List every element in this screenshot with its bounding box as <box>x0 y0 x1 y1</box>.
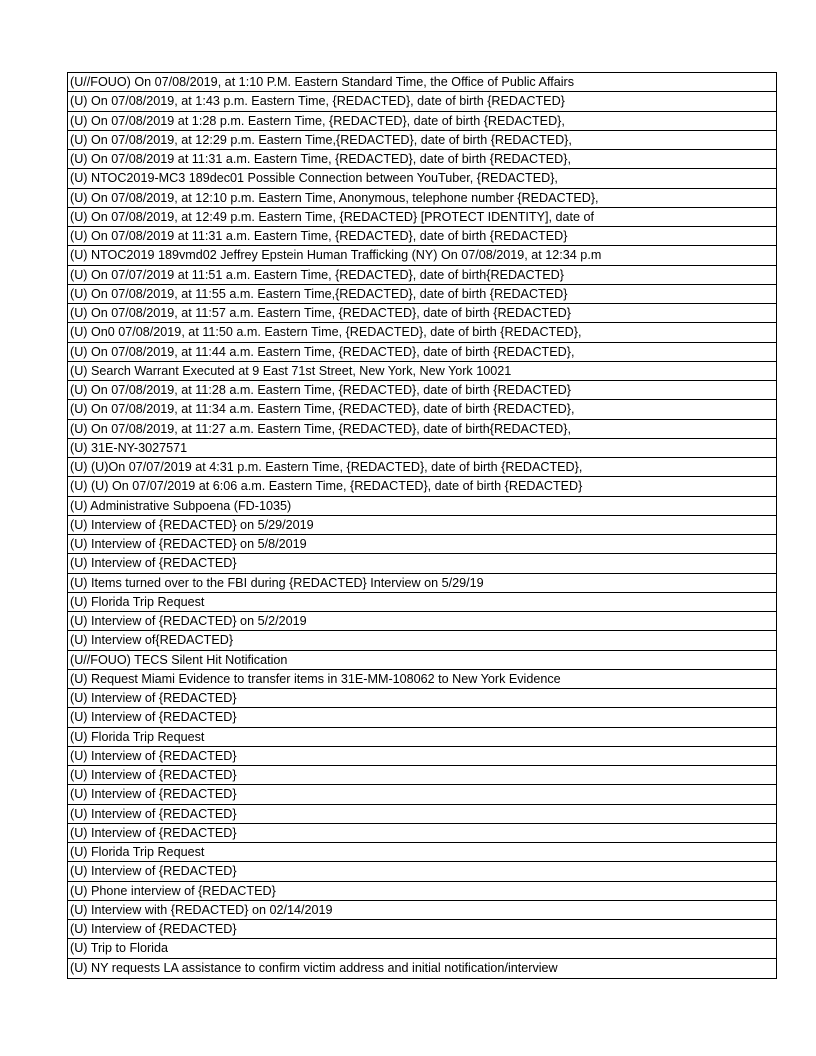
table-row: (U) Request Miami Evidence to transfer items in 31E-MM-108062 to New York Evidence <box>68 670 776 689</box>
table-row: (U//FOUO) On 07/08/2019, at 1:10 P.M. Eastern Standard Time, the Office of Public Affairs <box>68 73 776 92</box>
table-row: (U) (U) On 07/07/2019 at 6:06 a.m. Eastern Time, {REDACTED}, date of birth {REDACTED} <box>68 477 776 496</box>
table-row: (U) On 07/08/2019, at 12:10 p.m. Eastern Time, Anonymous, telephone number {REDACTED}, <box>68 189 776 208</box>
table-row: (U) On 07/07/2019 at 11:51 a.m. Eastern Time, {REDACTED}, date of birth{REDACTED} <box>68 266 776 285</box>
document-table <box>67 72 777 979</box>
table-row: (U) Search Warrant Executed at 9 East 71st Street, New York, New York 10021 <box>68 362 776 381</box>
table-row: (U) Florida Trip Request <box>68 728 776 747</box>
table-row: (U) On0 07/08/2019, at 11:50 a.m. Eastern Time, {REDACTED}, date of birth {REDACTED}, <box>68 323 776 342</box>
table-row: (U) Interview of {REDACTED} on 5/29/2019 <box>68 516 776 535</box>
table-row: (U) On 07/08/2019, at 1:43 p.m. Eastern Time, {REDACTED}, date of birth {REDACTED} <box>68 92 776 111</box>
table-row: (U) (U)On 07/07/2019 at 4:31 p.m. Eastern Time, {REDACTED}, date of birth {REDACTED}, <box>68 458 776 477</box>
table-row: (U) NY requests LA assistance to confirm victim address and initial notification/interview <box>70 960 558 975</box>
table-row: (U) Interview of {REDACTED} <box>68 862 776 881</box>
table-row: (U) On 07/08/2019, at 11:57 a.m. Eastern Time, {REDACTED}, date of birth {REDACTED} <box>68 304 776 323</box>
table-row: (U) On 07/08/2019 at 11:31 a.m. Eastern Time, {REDACTED}, date of birth {REDACTED}, <box>68 150 776 169</box>
table-row: (U) Interview of {REDACTED} <box>68 766 776 785</box>
table-row: (U//FOUO) TECS Silent Hit Notification <box>68 651 776 670</box>
table-row: (U) On 07/08/2019, at 12:49 p.m. Eastern Time, {REDACTED} [PROTECT IDENTITY], date of <box>68 208 776 227</box>
table-row: (U) Interview of{REDACTED} <box>68 631 776 650</box>
table-row: (U) Florida Trip Request <box>68 593 776 612</box>
table-row: (U) Interview of {REDACTED} <box>68 689 776 708</box>
table-row: (U) On 07/08/2019, at 11:55 a.m. Eastern Time,{REDACTED}, date of birth {REDACTED} <box>68 285 776 304</box>
table-row: (U) Interview of {REDACTED} <box>68 920 776 939</box>
table-row: (U) Interview of {REDACTED} on 5/8/2019 <box>68 535 776 554</box>
table-row: (U) Items turned over to the FBI during {REDACTED} Interview on 5/29/19 <box>68 574 776 593</box>
table-row: (U) Interview of {REDACTED} <box>68 708 776 727</box>
table-row: (U) Interview with {REDACTED} on 02/14/2019 <box>68 901 776 920</box>
table-row: (U) Trip to Florida <box>68 939 776 958</box>
table-row: (U) Florida Trip Request <box>68 843 776 862</box>
table-row: (U) NTOC2019-MC3 189dec01 Possible Connection between YouTuber, {REDACTED}, <box>68 169 776 188</box>
table-row: (U) Interview of {REDACTED} on 5/2/2019 <box>68 612 776 631</box>
table-row: (U) Interview of {REDACTED} <box>68 805 776 824</box>
table-row: (U) On 07/08/2019, at 11:27 a.m. Eastern Time, {REDACTED}, date of birth{REDACTED}, <box>68 420 776 439</box>
table-row: (U) Interview of {REDACTED} <box>68 785 776 804</box>
table-row: (U) On 07/08/2019 at 11:31 a.m. Eastern Time, {REDACTED}, date of birth {REDACTED} <box>68 227 776 246</box>
table-row: (U) On 07/08/2019, at 12:29 p.m. Eastern Time,{REDACTED}, date of birth {REDACTED}, <box>68 131 776 150</box>
table-row: (U) On 07/08/2019, at 11:28 a.m. Eastern Time, {REDACTED}, date of birth {REDACTED} <box>68 381 776 400</box>
table-row: (U) Administrative Subpoena (FD-1035) <box>68 497 776 516</box>
table-row: (U) Interview of {REDACTED} <box>68 747 776 766</box>
table-row: (U) Interview of {REDACTED} <box>68 824 776 843</box>
table-row: (U) Phone interview of {REDACTED} <box>68 882 776 901</box>
table-row: (U) Interview of {REDACTED} <box>68 554 776 573</box>
table-row: (U) 31E-NY-3027571 <box>68 439 776 458</box>
table-row: (U) On 07/08/2019, at 11:44 a.m. Eastern Time, {REDACTED}, date of birth {REDACTED}, <box>68 343 776 362</box>
table-row: (U) On 07/08/2019, at 11:34 a.m. Eastern Time, {REDACTED}, date of birth {REDACTED}, <box>68 400 776 419</box>
table-row: (U) NTOC2019 189vmd02 Jeffrey Epstein Human Trafficking (NY) On 07/08/2019, at 12:34 p.m <box>68 246 776 265</box>
table-row: (U) On 07/08/2019 at 1:28 p.m. Eastern Time, {REDACTED}, date of birth {REDACTED}, <box>68 112 776 131</box>
